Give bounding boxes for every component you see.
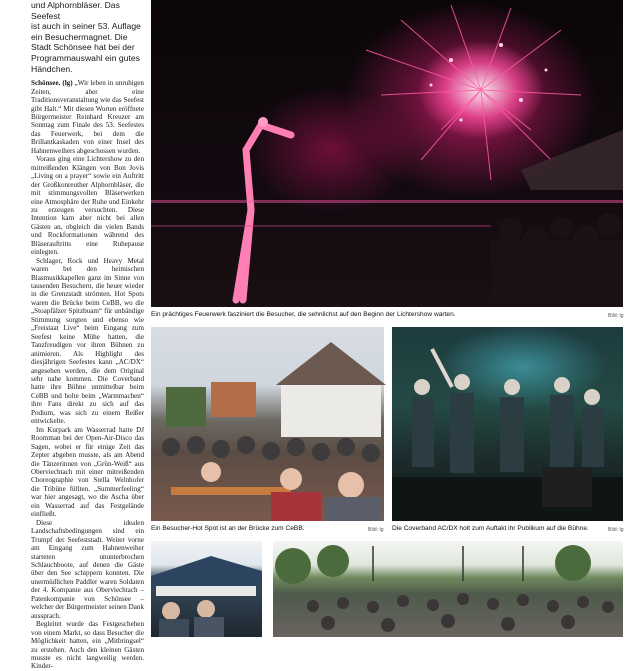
market-stand-illustration <box>151 541 262 637</box>
article-intro <box>31 0 144 74</box>
fireworks-illustration <box>151 0 623 307</box>
article-body <box>31 79 144 671</box>
market-stand-photo <box>151 541 262 637</box>
photo-credit: Bild: lg <box>368 527 384 533</box>
article-paragraph <box>31 79 144 155</box>
firework-burst <box>366 5 581 180</box>
photo-credit: Bild: lg <box>608 527 624 533</box>
fireworks-photo <box>151 0 623 307</box>
hotspot-illustration <box>151 327 384 521</box>
crowd-silhouette <box>491 213 623 307</box>
audience-illustration <box>273 541 623 637</box>
paragraph-text: „Wir leben in unruhigen Zeiten, aber eine Traditionsveranstaltung wie das Seefest gibt Halt.“ Mit diesen Worten eröffnete Bürgermeister Reinhard Kreuzer am Sonntag zum Finale des 53. Seefestes das Feuerwerk, bei dem die Brillantkaskaden von einer Insel des Hahnenweihers abgeschossen wurden. <box>31 79 144 155</box>
intro-line: Stadt Schönsee hat bei der <box>31 42 135 53</box>
photo-caption: Die Coverband AC/DX holt zum Auftakt ihr Publikum auf die Bühne. <box>392 525 589 532</box>
article-column <box>31 0 144 671</box>
hotspot-photo <box>151 327 384 521</box>
intro-line: Programmauswahl ein gutes <box>31 52 140 63</box>
article-paragraph: Diese idealen Landschaftsbedingungen sind ein Trumpf der Seefeststadt. Weiter vorne am Eingang zum Hahnenweiher starteten ununterbrochen Schlauchboote, auf denen die Gäste über den See schippern konnten. Die unermüdlichen Paddler waren Soldaten der 4. Kompanie aus Oberviechtach – Patenkompanie von Schönsee – welcher der Bürgermeister seinen Dank aussprach. <box>31 518 144 620</box>
audience-photo <box>273 541 623 637</box>
band-photo <box>392 327 623 521</box>
intro-line: Händchen. <box>31 63 73 74</box>
band-illustration <box>392 327 623 521</box>
article-paragraph: Voraus ging eine Lichtershow zu den mitreißenden Klängen von Bon Jovis „Living on a prayer“ sowie ein Auftritt der Großkonreuther Alphornbläser, die mit stimmungsvollen Bläserwerken eine Atmosphäre der Ruhe und Einkehr zu erzeugen versuchten. Diese Intention kam aber nicht bei allen Gästen an, obgleich die vielen Bands und Rockformationen während des Bläserauftritts eine Ruhepause einlegten. <box>31 155 144 257</box>
article-paragraph: Im Kurpark am Wasserrad hatte DJ Roomman bei der Open-Air-Disco das Sagen, wobei er für einige Zeit das Zepter abgeben musste, als am Abend die Tänzerinnen von „Grün-Weiß“ aus Oberviechtach mit einer mitreißenden Choreographie von Stella Welnhofer die Tribüne füllten. „Summerfeeling“ war hier angesagt, wo die Ascha über ein Wasserrad auf das Festgelände einfließt. <box>31 425 144 519</box>
photo-caption: Ein prächtiges Feuerwerk fasziniert die Besucher, die sehnlichst auf den Beginn der Lichtershow warten. <box>151 311 456 318</box>
photo-credit: Bild: lg <box>608 313 624 319</box>
intro-line: und Alphornbläser. Das Seefest <box>31 0 120 21</box>
intro-line: ist auch in seiner 53. Auflage <box>31 21 141 32</box>
intro-line: ein Besuchermagnet. Die <box>31 31 128 42</box>
photo-caption: Ein Besucher-Hot Spot ist an der Brücke zum CeBB. <box>151 525 305 532</box>
dateline: Schönsee. (lg) <box>31 79 73 88</box>
article-paragraph: Schlager, Rock und Heavy Metal waren bei den heimischen Blasmusikkapellen ganz im Sinne von tausenden Besuchern, die heuer wieder in die Grenzstadt strömten. Hot Spots waren die Brücke beim CeBB, wo die „Stoapfälzer Spitzbuam“ für unbändige Stimmung sorgten und ebenso wie „Freistaat Live“ beim Eingang zum Seefest keine Mühe hatten, die Tanzfreudigen vor ihren Bühnen zu animieren. Als Highlight des diesjährigen Seefestes kann „AC/DX“ angesehen werden, die dem Original sehr nahe kommen. Die Coverband hatte ihre Bühne unmittelbar beim CeBB und holte beim „Warmmachen“ ihre Fans direkt zu sich auf das Podium, was sich zu einem Reißer entwickelte. <box>31 256 144 426</box>
article-paragraph: Begleitet wurde das Festgeschehen von einem Markt, so dass Besucher die Möglichkeit hatten, ein „Mitbringsel“ zu erstehen. Auch den kleinen Gästen musste es nicht langweilig werden. Kinder- <box>31 620 144 671</box>
light-figure <box>236 117 291 300</box>
firework-sparks <box>430 43 548 122</box>
